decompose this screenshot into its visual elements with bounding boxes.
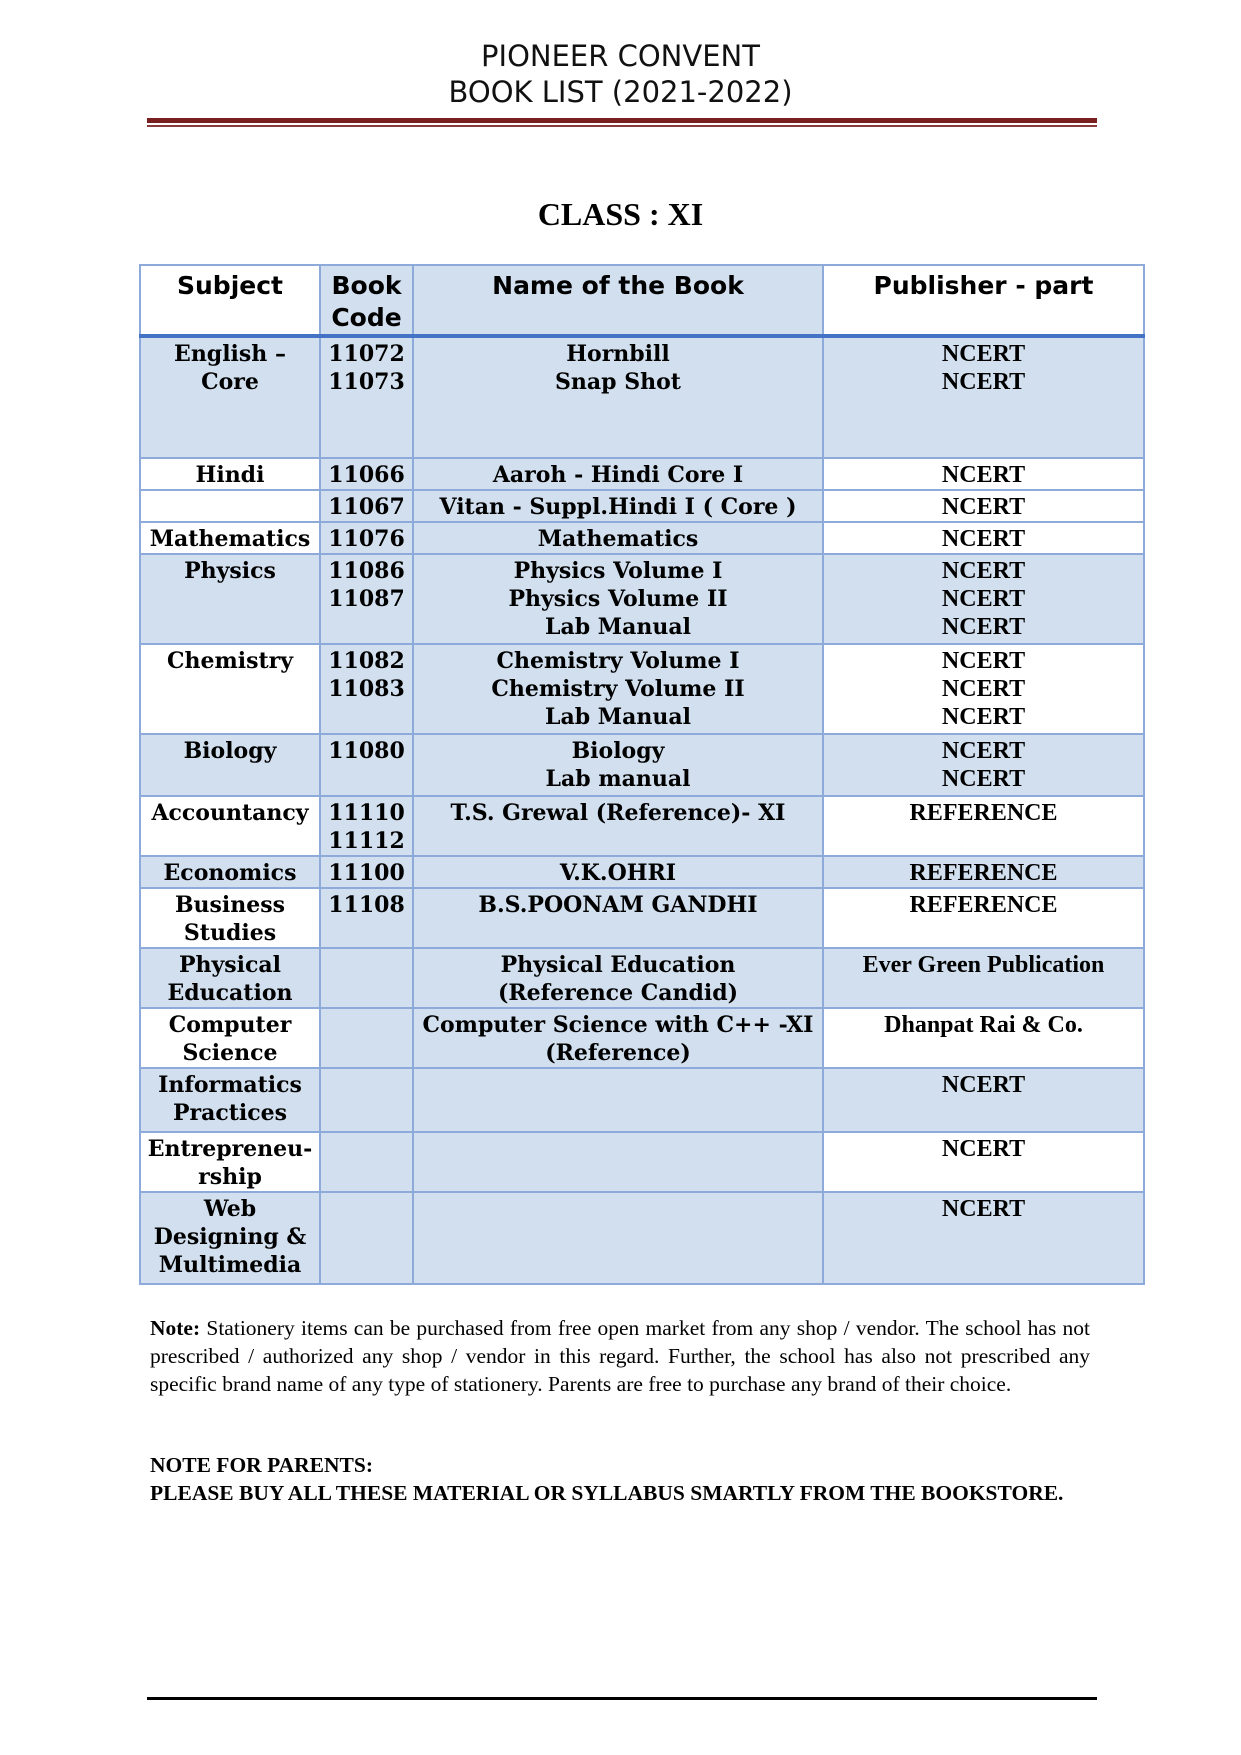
table-row <box>140 1192 1144 1284</box>
table-header-row <box>140 265 1144 336</box>
publisher-cell-line: NCERT <box>941 369 1026 395</box>
subject-cell <box>140 888 320 948</box>
subject-cell-line: rship <box>198 1164 262 1190</box>
table-row <box>140 554 1144 644</box>
book-code-cell <box>320 554 413 644</box>
header-book-code-line2: Code <box>331 303 402 332</box>
subject-cell-line: Physics <box>184 558 276 584</box>
class-title: CLASS : XI <box>537 196 704 232</box>
book-code-cell-line: 11100 <box>328 860 405 886</box>
publisher-cell-line: NCERT <box>941 1072 1026 1098</box>
header-book-code <box>320 265 413 336</box>
book-name-cell <box>413 1192 823 1284</box>
book-code-cell-line: 11110 <box>328 800 405 826</box>
school-name: PIONEER CONVENT <box>481 39 760 73</box>
table-row <box>140 490 1144 522</box>
publisher-cell-line: NCERT <box>941 558 1026 584</box>
publisher-cell-line: NCERT <box>941 766 1026 792</box>
subject-cell <box>140 948 320 1008</box>
table-row <box>140 1068 1144 1132</box>
publisher-cell <box>823 458 1144 490</box>
book-code-cell-line: 11086 <box>328 558 405 584</box>
table-row <box>140 644 1144 734</box>
book-code-cell-line: 11087 <box>328 586 405 612</box>
table-row <box>140 888 1144 948</box>
header-rule <box>147 118 1097 123</box>
book-code-cell <box>320 490 413 522</box>
subject-cell <box>140 1068 320 1132</box>
book-name-cell-line: Hornbill <box>566 341 670 367</box>
parents-note <box>150 1451 1090 1507</box>
subject-cell-line: Web <box>203 1196 257 1222</box>
table-row <box>140 1008 1144 1068</box>
publisher-cell <box>823 522 1144 554</box>
footer-rule <box>147 1697 1097 1700</box>
publisher-cell-line: NCERT <box>941 648 1026 674</box>
subject-cell-line: Entrepreneu- <box>147 1136 313 1162</box>
book-name-cell-line: Computer Science with C++ -XI <box>422 1012 814 1038</box>
subject-cell-line: Physical <box>178 952 282 978</box>
book-code-cell <box>320 796 413 856</box>
book-name-cell-line: Aaroh - Hindi Core I <box>492 462 744 488</box>
subject-cell <box>140 1132 320 1192</box>
book-code-cell-line: 11072 <box>328 341 405 367</box>
list-title: BOOK LIST (2021-2022) <box>448 75 793 109</box>
table-row <box>140 796 1144 856</box>
subject-cell-line: Accountancy <box>151 800 309 826</box>
subject-cell-line: Education <box>167 980 293 1006</box>
publisher-cell-line: NCERT <box>941 704 1026 730</box>
book-code-cell <box>320 856 413 888</box>
publisher-cell <box>823 1132 1144 1192</box>
publisher-cell <box>823 1008 1144 1068</box>
book-name-cell <box>413 948 823 1008</box>
book-name-cell-line: Lab Manual <box>545 704 691 730</box>
book-code-cell-line: 11073 <box>328 369 405 395</box>
parents-note-heading: NOTE FOR PARENTS: <box>150 1453 373 1477</box>
table-row <box>140 734 1144 796</box>
table-row <box>140 336 1144 458</box>
book-name-cell-line: (Reference) <box>545 1040 691 1066</box>
book-code-cell-line: 11112 <box>328 828 405 854</box>
publisher-cell-line: REFERENCE <box>909 892 1058 918</box>
subject-cell <box>140 734 320 796</box>
publisher-cell <box>823 948 1144 1008</box>
header-rule-thin <box>147 125 1097 127</box>
document-header <box>0 38 1241 110</box>
book-name-cell <box>413 490 823 522</box>
publisher-cell <box>823 336 1144 458</box>
subject-cell <box>140 644 320 734</box>
publisher-cell <box>823 490 1144 522</box>
book-name-cell-line: Vitan - Suppl.Hindi I ( Core ) <box>439 494 797 520</box>
publisher-cell <box>823 888 1144 948</box>
subject-cell <box>140 856 320 888</box>
header-publisher: Publisher - part <box>823 265 1144 336</box>
subject-cell <box>140 458 320 490</box>
publisher-cell-line: NCERT <box>941 526 1026 552</box>
publisher-cell-line: Ever Green Publication <box>862 952 1105 978</box>
book-code-cell-line: 11066 <box>328 462 405 488</box>
subject-cell-line: Multimedia <box>158 1252 302 1278</box>
subject-cell-line: English – <box>174 341 286 367</box>
book-code-cell-line: 11080 <box>328 738 405 764</box>
subject-cell-line: Hindi <box>195 462 265 488</box>
publisher-cell <box>823 856 1144 888</box>
publisher-cell-line: NCERT <box>941 1196 1026 1222</box>
book-code-cell-line: 11108 <box>328 892 405 918</box>
subject-cell-line: Designing & <box>153 1224 307 1250</box>
publisher-cell-line: NCERT <box>941 586 1026 612</box>
subject-cell-line: Science <box>182 1040 278 1066</box>
publisher-cell-line: NCERT <box>941 1136 1026 1162</box>
book-name-cell-line: Physics Volume I <box>513 558 723 584</box>
publisher-cell-line: NCERT <box>941 341 1026 367</box>
book-name-cell-line: Lab manual <box>545 766 691 792</box>
book-code-cell <box>320 948 413 1008</box>
publisher-cell-line: NCERT <box>941 614 1026 640</box>
book-name-cell-line: Chemistry Volume II <box>491 676 745 702</box>
subject-cell <box>140 1008 320 1068</box>
book-code-cell-line: 11083 <box>328 676 405 702</box>
subject-cell <box>140 554 320 644</box>
publisher-cell <box>823 734 1144 796</box>
stationery-note <box>150 1314 1090 1398</box>
book-code-cell <box>320 522 413 554</box>
subject-cell-line: Computer <box>168 1012 292 1038</box>
book-name-cell <box>413 1132 823 1192</box>
book-name-cell <box>413 888 823 948</box>
publisher-cell-line: REFERENCE <box>909 860 1058 886</box>
book-name-cell <box>413 554 823 644</box>
subject-cell-line: Core <box>201 369 259 395</box>
book-name-cell-line: Physical Education <box>500 952 736 978</box>
publisher-cell-line: NCERT <box>941 738 1026 764</box>
publisher-cell-line: NCERT <box>941 676 1026 702</box>
book-list-table <box>139 264 1145 1285</box>
book-name-cell-line: Biology <box>571 738 665 764</box>
book-name-cell-line: T.S. Grewal (Reference)- XI <box>450 800 786 826</box>
parents-note-text: PLEASE BUY ALL THESE MATERIAL OR SYLLABUS SMARTLY FROM THE BOOKSTORE. <box>150 1481 1064 1505</box>
table-row <box>140 522 1144 554</box>
subject-cell <box>140 1192 320 1284</box>
book-code-cell <box>320 1132 413 1192</box>
publisher-cell <box>823 1192 1144 1284</box>
table-row <box>140 948 1144 1008</box>
book-name-cell-line: B.S.POONAM GANDHI <box>478 892 758 918</box>
book-code-cell <box>320 734 413 796</box>
publisher-cell <box>823 796 1144 856</box>
publisher-cell-line: Dhanpat Rai & Co. <box>884 1012 1083 1038</box>
book-name-cell <box>413 522 823 554</box>
note-text: Stationery items can be purchased from free open market from any shop / vendor. The school has not prescribed / authorized any shop / vendor in this regard. Further, the school has also not prescribed any specific brand name of any type of stationery. Parents are free to purchase any brand of their choice. <box>150 1316 1090 1396</box>
table-row <box>140 856 1144 888</box>
book-code-cell <box>320 1192 413 1284</box>
book-code-cell <box>320 888 413 948</box>
book-name-cell-line: Chemistry Volume I <box>496 648 740 674</box>
subject-cell-line: Studies <box>183 920 277 946</box>
book-name-cell <box>413 458 823 490</box>
book-name-cell-line: (Reference Candid) <box>497 980 739 1006</box>
header-subject: Subject <box>140 265 320 336</box>
header-book-code-line1: Book <box>331 271 402 300</box>
publisher-cell-line: NCERT <box>941 462 1026 488</box>
book-name-cell <box>413 856 823 888</box>
book-code-cell-line: 11067 <box>328 494 405 520</box>
subject-cell-line: Practices <box>172 1100 288 1126</box>
table-row <box>140 1132 1144 1192</box>
book-name-cell <box>413 734 823 796</box>
book-name-cell-line: Snap Shot <box>555 369 681 395</box>
publisher-cell <box>823 554 1144 644</box>
book-code-cell-line: 11076 <box>328 526 405 552</box>
note-label: Note: <box>150 1316 201 1340</box>
book-code-cell <box>320 336 413 458</box>
book-name-cell-line: Physics Volume II <box>508 586 728 612</box>
header-book-name: Name of the Book <box>413 265 823 336</box>
book-name-cell-line: V.K.OHRI <box>559 860 677 886</box>
publisher-cell <box>823 1068 1144 1132</box>
book-code-cell <box>320 1008 413 1068</box>
book-name-cell <box>413 644 823 734</box>
publisher-cell-line: REFERENCE <box>909 800 1058 826</box>
subject-cell-line: Biology <box>183 738 277 764</box>
subject-cell <box>140 490 320 522</box>
book-name-cell-line: Mathematics <box>537 526 699 552</box>
subject-cell-line: Mathematics <box>149 526 311 552</box>
subject-cell-line: Chemistry <box>166 648 294 674</box>
book-code-cell <box>320 458 413 490</box>
subject-cell-line: Economics <box>163 860 297 886</box>
book-code-cell <box>320 1068 413 1132</box>
publisher-cell-line: NCERT <box>941 494 1026 520</box>
subject-cell <box>140 336 320 458</box>
subject-cell <box>140 522 320 554</box>
book-name-cell <box>413 1008 823 1068</box>
subject-cell <box>140 796 320 856</box>
book-name-cell <box>413 796 823 856</box>
publisher-cell <box>823 644 1144 734</box>
book-code-cell <box>320 644 413 734</box>
book-name-cell-line: Lab Manual <box>545 614 691 640</box>
book-name-cell <box>413 336 823 458</box>
subject-cell-line: Business <box>174 892 286 918</box>
book-code-cell-line: 11082 <box>328 648 405 674</box>
book-name-cell <box>413 1068 823 1132</box>
table-row <box>140 458 1144 490</box>
subject-cell-line: Informatics <box>158 1072 302 1098</box>
